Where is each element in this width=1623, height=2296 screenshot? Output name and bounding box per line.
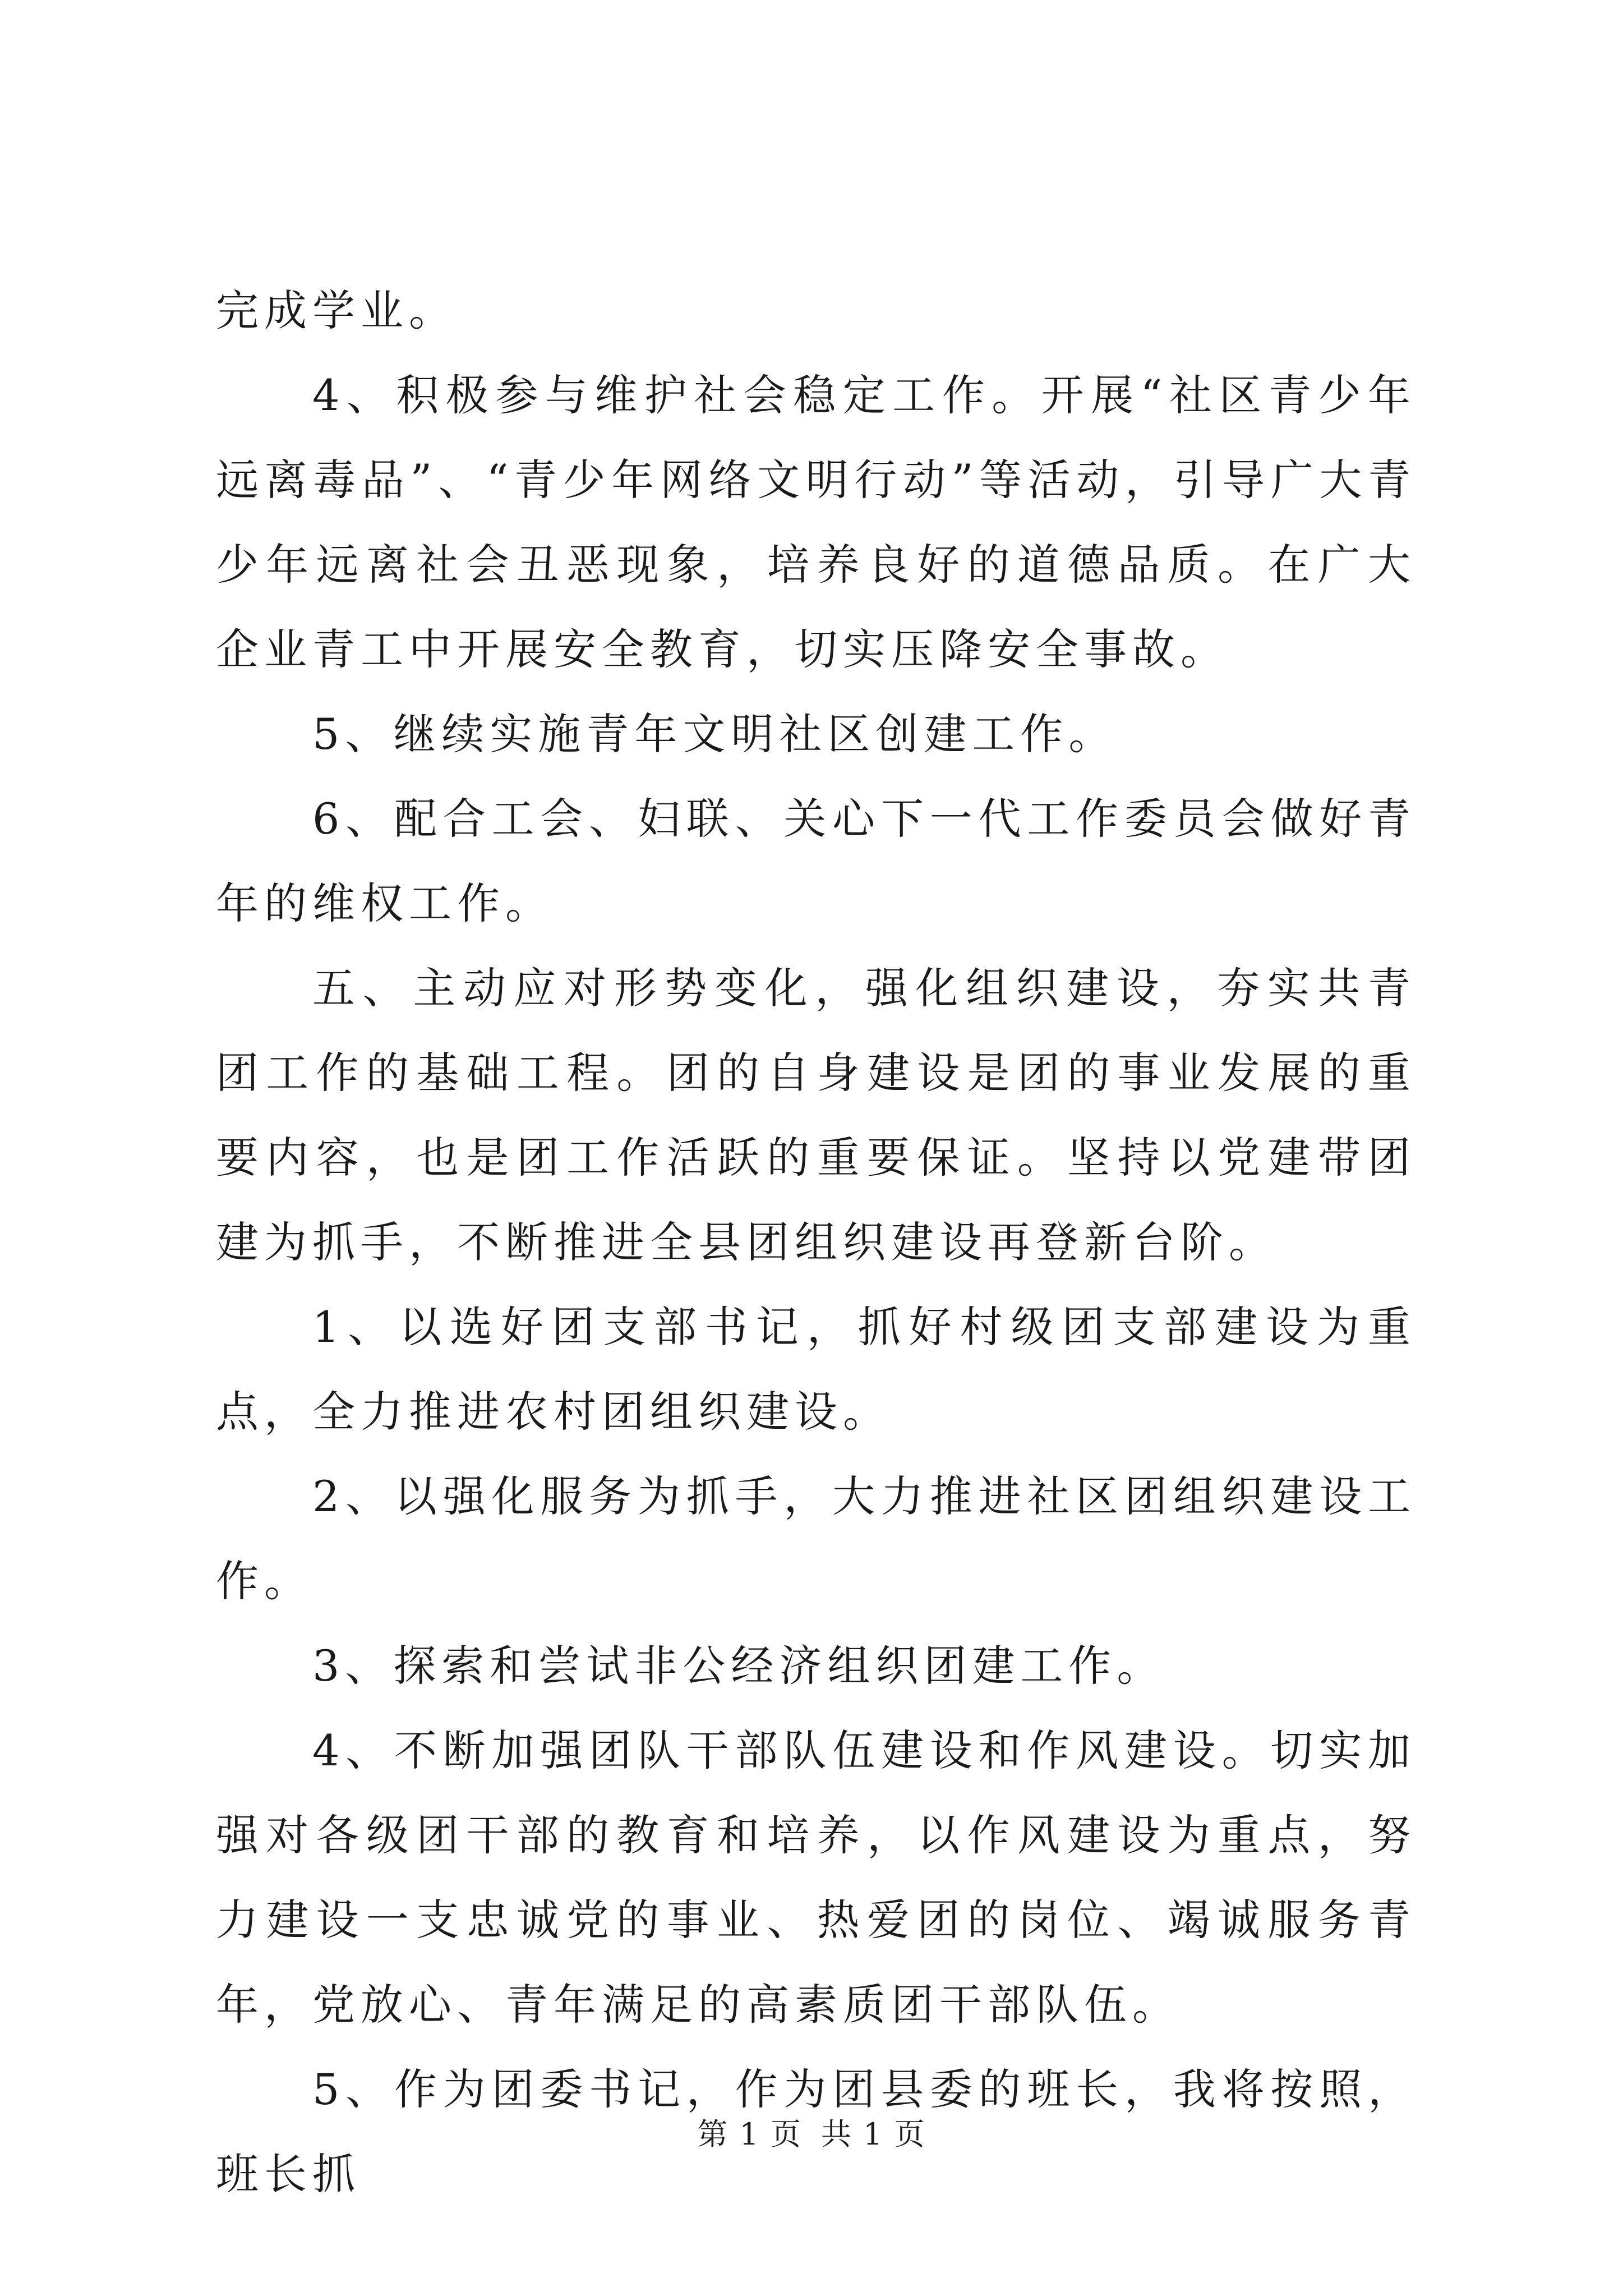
paragraph-10: 5、作为团委书记，作为团县委的班长，我将按照，班长抓 bbox=[216, 2064, 1416, 2199]
paragraph-6: 1、以选好团支部书记，抓好村级团支部建设为重点，全力推进农村团组织建设。 bbox=[216, 1302, 1416, 1437]
document-body bbox=[216, 268, 1416, 2216]
paragraph-7: 2、以强化服务为抓手，大力推进社区团组织建设工作。 bbox=[216, 1471, 1416, 1606]
paragraph-2: 4、积极参与维护社会稳定工作。开展“社区青少年远离毒品”、“青少年网络文明行动”等活动，引导广大青少年远离社会丑恶现象，培养良好的道德品质。在广大企业青工中开展安全教育，切实压降安全事故。 bbox=[216, 370, 1416, 674]
paragraph-8: 3、探索和尝试非公经济组织团建工作。 bbox=[312, 1641, 1165, 1691]
paragraph-9: 4、不断加强团队干部队伍建设和作风建设。切实加强对各级团干部的教育和培养，以作风建设为重点，努力建设一支忠诚党的事业、热爱团的岗位、竭诚服务青年，党放心、青年满足的高素质团干部队伍。 bbox=[216, 1726, 1416, 2030]
paragraph-1: 完成学业。 bbox=[216, 286, 457, 335]
page-number: 第 1 页 bbox=[697, 2116, 802, 2152]
page-footer bbox=[0, 2115, 1623, 2154]
paragraph-5: 五、主动应对形势变化，强化组织建设，夯实共青团工作的基础工程。团的自身建设是团的事业发展的重要内容，也是团工作活跃的重要保证。坚持以党建带团建为抓手，不断推进全县团组织建设再登新台阶。 bbox=[216, 963, 1416, 1267]
paragraph-4: 6、配合工会、妇联、关心下一代工作委员会做好青年的维权工作。 bbox=[216, 794, 1416, 928]
page-total: 共 1 页 bbox=[821, 2116, 926, 2152]
paragraph-3: 5、继续实施青年文明社区创建工作。 bbox=[312, 709, 1117, 759]
